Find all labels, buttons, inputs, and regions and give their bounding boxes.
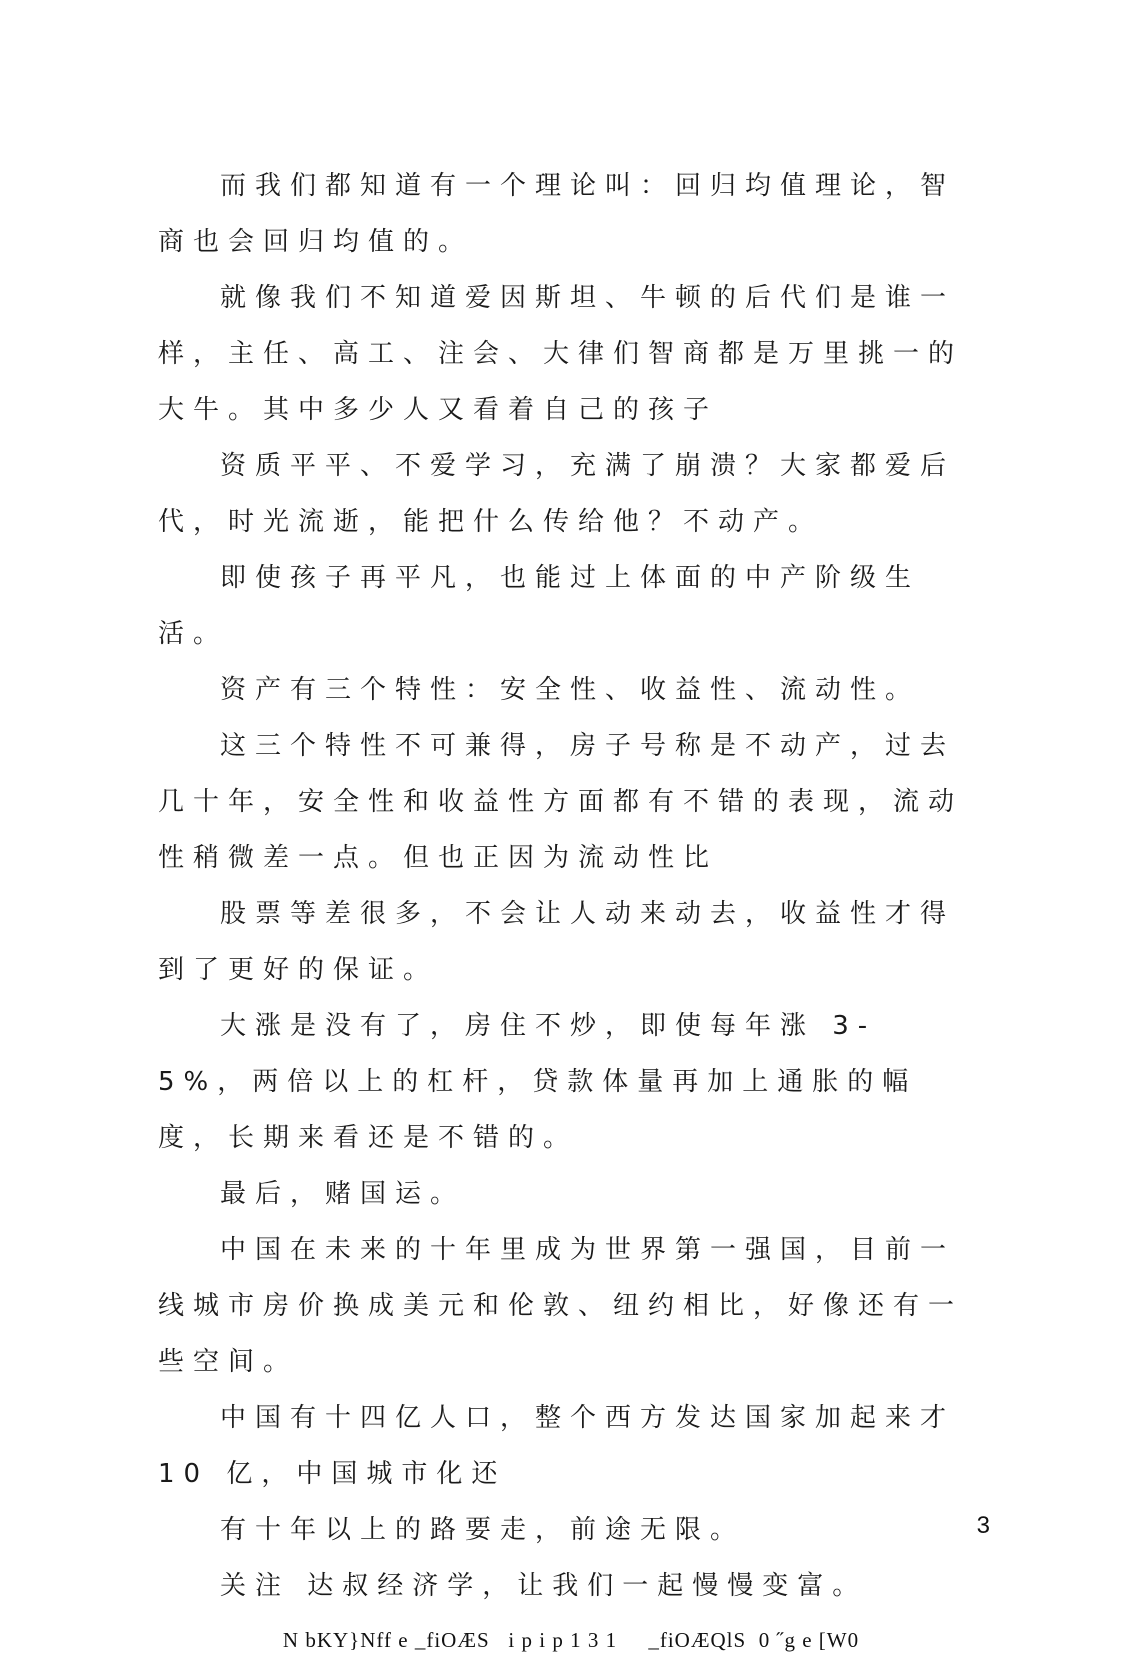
paragraph: 这三个特性不可兼得，房子号称是不动产，过去几十年，安全性和收益性方面都有不错的表现，流动性稍微差一点。但也正因为流动性比	[158, 731, 964, 873]
paragraph: 最后，赌国运。	[220, 1179, 466, 1209]
paragraph: 中国在未来的十年里成为世界第一强国，目前一线城市房价换成美元和伦敦、纽约相比，好像还有一些空间。	[158, 1235, 964, 1377]
paragraph: 有十年以上的路要走，前途无限。	[220, 1515, 746, 1545]
paragraph: 关注 达叔经济学，让我们一起慢慢变富。	[220, 1571, 868, 1601]
paragraph: 中国有十四亿人口，整个西方发达国家加起来才 10 亿，中国城市化还	[158, 1403, 956, 1489]
paragraph: 资质平平、不爱学习，充满了崩溃？大家都爱后代，时光流逝，能把什么传给他？不动产。	[158, 451, 956, 537]
body-text	[158, 158, 968, 1614]
paragraph: 而我们都知道有一个理论叫：回归均值理论，智商也会回归均值的。	[158, 171, 956, 257]
page-number: 3	[976, 1512, 990, 1539]
paragraph: 股票等差很多，不会让人动来动去，收益性才得到了更好的保证。	[158, 899, 956, 985]
paragraph: 大涨是没有了，房住不炒，即使每年涨 3-5%，两倍以上的杠杆，贷款体量再加上通胀的幅度，长期来看还是不错的。	[158, 1011, 918, 1153]
paragraph: 就像我们不知道爱因斯坦、牛顿的后代们是谁一样，主任、高工、注会、大律们智商都是万里挑一的大牛。其中多少人又看着自己的孩子	[158, 283, 964, 425]
paragraph: 资产有三个特性：安全性、收益性、流动性。	[220, 675, 921, 705]
page-footer: N bKY}Nff e _fiOÆS i p i p 1 3 1 _fiOÆQlS 0 ˝g e [W0	[282, 1628, 860, 1652]
paragraph: 即使孩子再平凡，也能过上体面的中产阶级生活。	[158, 563, 921, 649]
